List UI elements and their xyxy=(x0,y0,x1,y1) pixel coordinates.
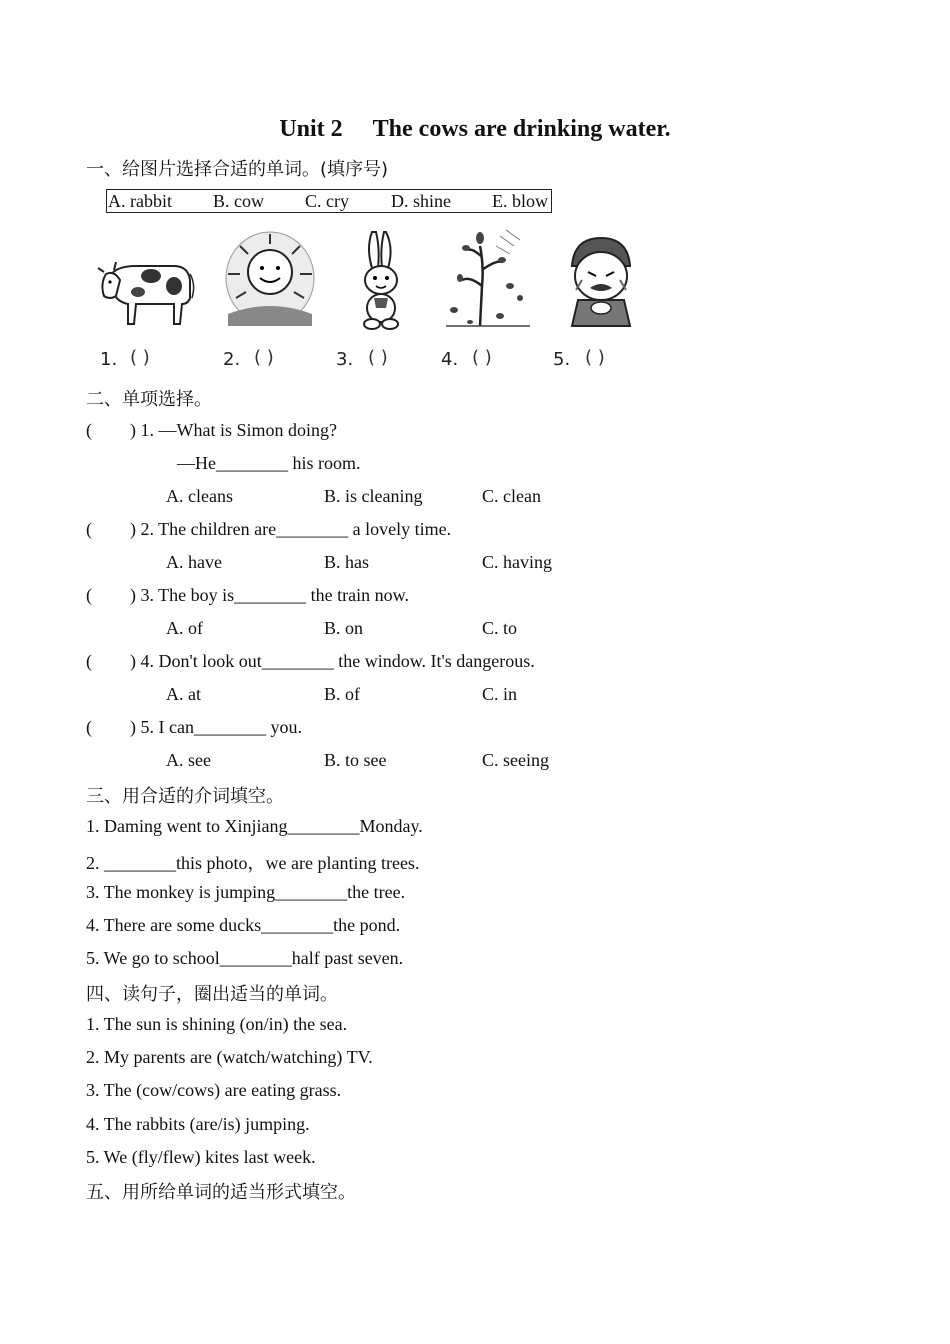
answer-blank[interactable]: ( ) xyxy=(368,347,388,368)
option-c[interactable]: C. to xyxy=(482,618,518,638)
option-a[interactable]: A. see xyxy=(166,750,211,770)
option-c[interactable]: C. having xyxy=(482,552,552,572)
answer-blank[interactable]: ( ) xyxy=(130,347,150,368)
question-3: ) 3. The boy is________ the train now. xyxy=(130,585,409,605)
circle-item: 2. My parents are (watch/watching) TV. xyxy=(86,1047,373,1067)
option-a[interactable]: A. cleans xyxy=(166,486,233,506)
picture-number: 4. xyxy=(441,349,459,370)
section-5-heading: 五、用所给单词的适当形式填空。 xyxy=(86,1182,356,1203)
sun-picture xyxy=(222,228,318,330)
answer-paren[interactable]: ( xyxy=(86,519,92,539)
answer-paren[interactable]: ( xyxy=(86,585,92,605)
question-4: ) 4. Don't look out________ the window. It's dangerous. xyxy=(130,651,535,671)
fill-item: 2. ________this photo，we are planting trees. xyxy=(86,853,420,873)
option-b[interactable]: B. is cleaning xyxy=(324,486,423,506)
answer-blank[interactable]: ( ) xyxy=(472,347,492,368)
word-option: A. rabbit xyxy=(108,191,172,211)
option-c[interactable]: C. in xyxy=(482,684,518,704)
option-b[interactable]: B. of xyxy=(324,684,360,704)
section-1-heading: 一、给图片选择合适的单词。(填序号) xyxy=(86,159,389,180)
section-4-heading: 四、读句子，圈出适当的单词。 xyxy=(86,984,338,1005)
fill-item: 5. We go to school________half past seven. xyxy=(86,948,404,968)
circle-item: 5. We (fly/flew) kites last week. xyxy=(86,1147,316,1167)
word-bank xyxy=(106,189,552,213)
answer-blank[interactable]: ( ) xyxy=(585,347,605,368)
option-a[interactable]: A. have xyxy=(166,552,222,572)
cow-picture xyxy=(96,254,196,328)
circle-item: 3. The (cow/cows) are eating grass. xyxy=(86,1080,342,1100)
answer-paren[interactable]: ( xyxy=(86,420,92,440)
option-b[interactable]: B. has xyxy=(324,552,369,572)
unit-label: Unit 2 xyxy=(279,116,343,142)
question-2: ) 2. The children are________ a lovely time. xyxy=(130,519,452,539)
section-3-heading: 三、用合适的介词填空。 xyxy=(86,786,284,807)
answer-blank[interactable]: ( ) xyxy=(254,347,274,368)
circle-item: 1. The sun is shining (on/in) the sea. xyxy=(86,1014,348,1034)
blowing-tree-picture xyxy=(440,226,536,330)
crying-child-picture xyxy=(564,236,638,328)
question-1-response: —He________ his room. xyxy=(177,453,361,473)
question-1: ) 1. —What is Simon doing? xyxy=(130,420,337,440)
option-a[interactable]: A. at xyxy=(166,684,201,704)
circle-item: 4. The rabbits (are/is) jumping. xyxy=(86,1114,310,1134)
picture-number: 1. xyxy=(100,349,118,370)
fill-item: 1. Daming went to Xinjiang________Monday. xyxy=(86,816,423,836)
fill-item: 3. The monkey is jumping________the tree. xyxy=(86,882,406,902)
word-option: B. cow xyxy=(213,191,264,211)
fill-item: 4. There are some ducks________the pond. xyxy=(86,915,401,935)
lesson-title: The cows are drinking water. xyxy=(372,116,671,142)
answer-paren[interactable]: ( xyxy=(86,717,92,737)
answer-paren[interactable]: ( xyxy=(86,651,92,671)
picture-number: 3. xyxy=(336,349,354,370)
option-c[interactable]: C. clean xyxy=(482,486,541,506)
picture-number: 5. xyxy=(553,349,571,370)
option-a[interactable]: A. of xyxy=(166,618,203,638)
option-b[interactable]: B. on xyxy=(324,618,364,638)
page-title xyxy=(0,116,950,143)
word-option: C. cry xyxy=(305,191,349,211)
option-b[interactable]: B. to see xyxy=(324,750,387,770)
section-2-heading: 二、单项选择。 xyxy=(86,389,212,410)
rabbit-picture xyxy=(356,228,406,332)
question-5: ) 5. I can________ you. xyxy=(130,717,302,737)
option-c[interactable]: C. seeing xyxy=(482,750,549,770)
word-option: E. blow xyxy=(492,191,548,211)
picture-number: 2. xyxy=(223,349,241,370)
word-option: D. shine xyxy=(391,191,451,211)
